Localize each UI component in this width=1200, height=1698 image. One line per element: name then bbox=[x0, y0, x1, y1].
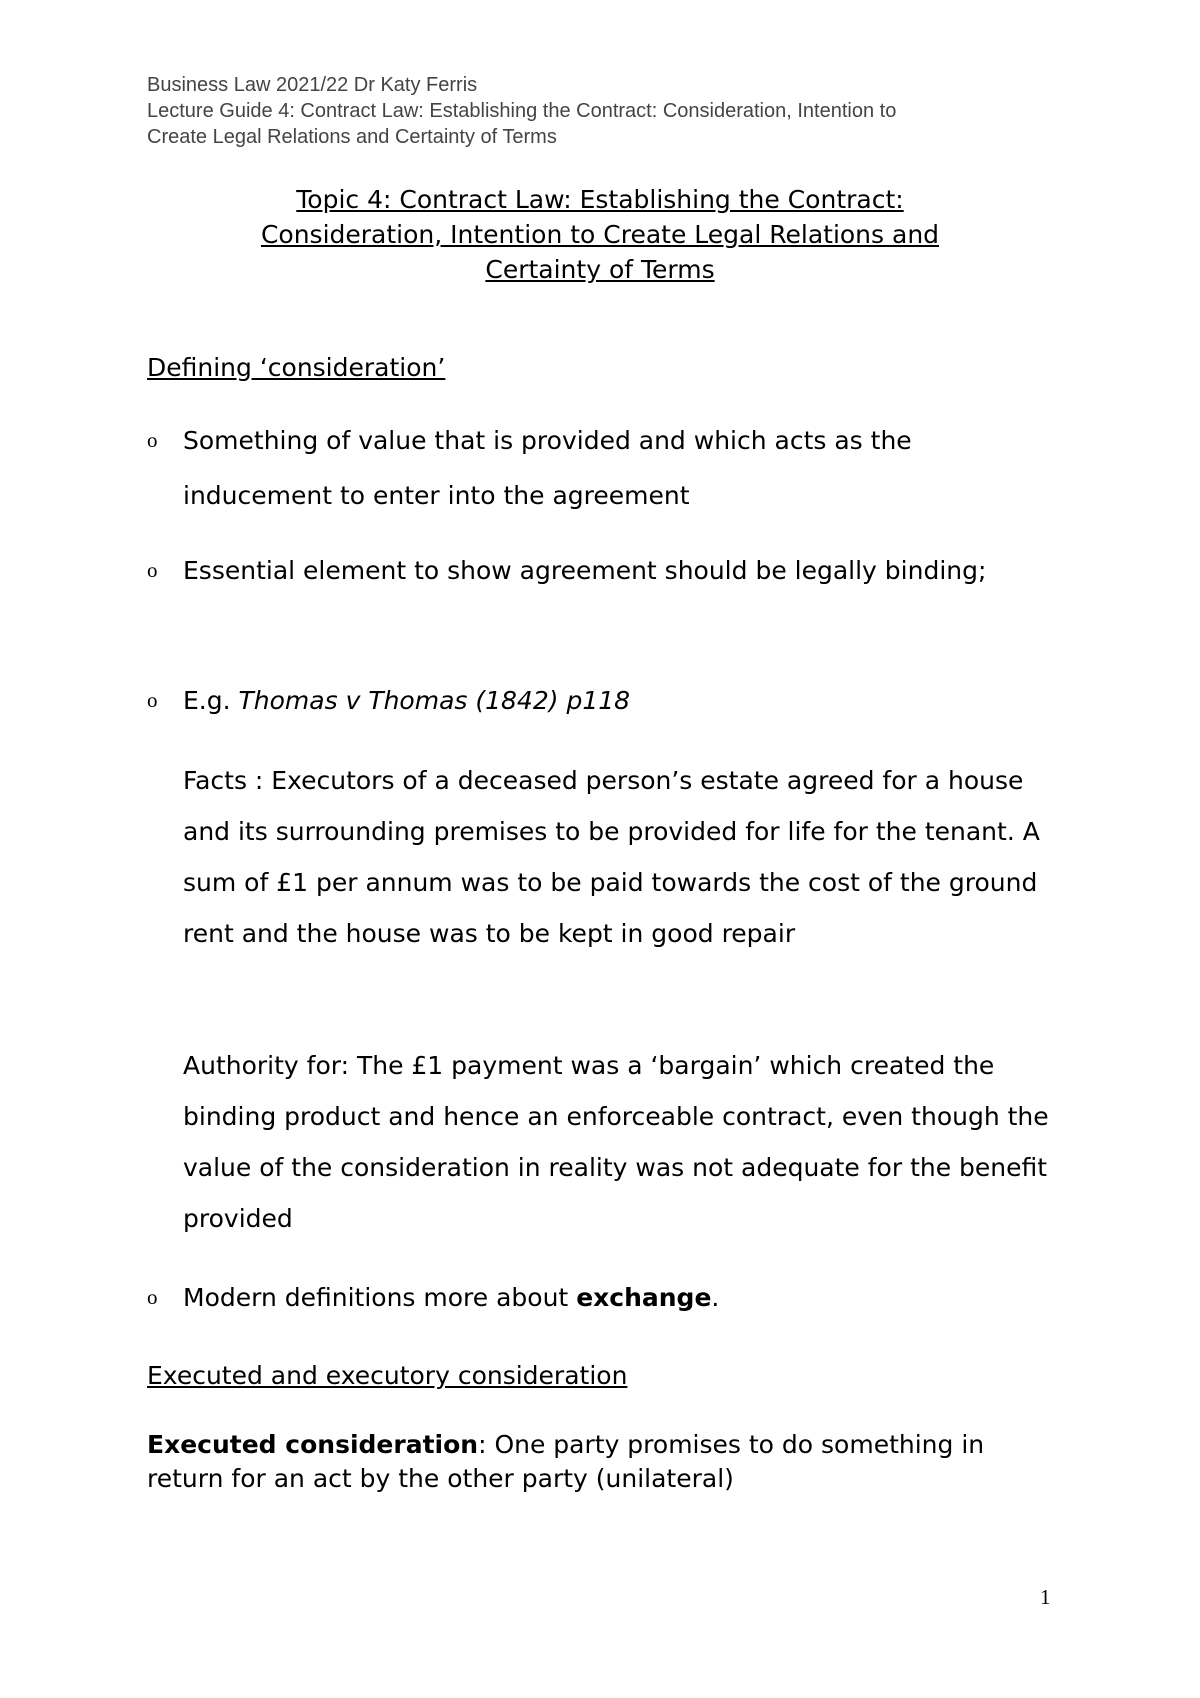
bullet-text bbox=[183, 1270, 1067, 1325]
running-header bbox=[147, 72, 1067, 150]
page-title bbox=[147, 182, 1053, 287]
header-line-3: Create Legal Relations and Certainty of Terms bbox=[147, 126, 557, 148]
bullet-text-prefix: Modern definitions more about bbox=[183, 1283, 577, 1312]
bullet-item bbox=[147, 413, 1067, 523]
bullet-text: Essential element to show agreement should be legally binding; bbox=[183, 556, 987, 585]
title-line-3: Certainty of Terms bbox=[485, 255, 715, 284]
bullet-text-suffix: . bbox=[711, 1283, 720, 1312]
keyword-exchange: exchange bbox=[576, 1283, 712, 1312]
header-line-1: Business Law 2021/22 Dr Katy Ferris bbox=[147, 74, 478, 96]
bullet-text: Something of value that is provided and which acts as the inducement to enter into the agreement bbox=[183, 426, 912, 510]
bullet-marker: o bbox=[147, 1285, 158, 1309]
section-heading-defining-consideration: Defining ‘consideration’ bbox=[147, 353, 446, 382]
section-heading-executed-executory: Executed and executory consideration bbox=[147, 1361, 628, 1390]
page-number: 1 bbox=[1040, 1585, 1051, 1609]
title-line-2: Consideration, Intention to Create Legal Relations and bbox=[260, 220, 940, 249]
authority-paragraph: Authority for: The £1 payment was a ‘bargain’ which created the binding product and hence an enforceable contract, even though the value of the consideration in reality was not adequate for the benefit provided bbox=[183, 1051, 1049, 1233]
bullet-marker: o bbox=[147, 558, 158, 582]
bullet-text bbox=[183, 673, 1067, 728]
defined-term: Executed consideration bbox=[147, 1430, 479, 1459]
definition-text: : One party promises to do something in return for an act by the other party (unilateral) bbox=[147, 1430, 985, 1493]
bullet-marker: o bbox=[147, 688, 158, 712]
case-citation: Thomas v Thomas (1842) p118 bbox=[238, 686, 631, 715]
example-prefix: E.g. bbox=[183, 686, 239, 715]
facts-paragraph: Facts : Executors of a deceased person’s estate agreed for a house and its surrounding premises to be provided for life for the tenant. A sum of £1 per annum was to be paid towards the cost of the ground rent and the house was to be kept in good repair bbox=[183, 766, 1040, 948]
bullet-item bbox=[147, 543, 1067, 598]
header-line-2: Lecture Guide 4: Contract Law: Establishing the Contract: Consideration, Intention to bbox=[147, 100, 897, 122]
bullet-marker: o bbox=[147, 428, 158, 452]
bullet-item bbox=[147, 673, 1067, 728]
bullet-item bbox=[147, 1270, 1067, 1325]
executed-consideration-definition bbox=[147, 1428, 1067, 1496]
title-line-1: Topic 4: Contract Law: Establishing the Contract: bbox=[296, 185, 904, 214]
